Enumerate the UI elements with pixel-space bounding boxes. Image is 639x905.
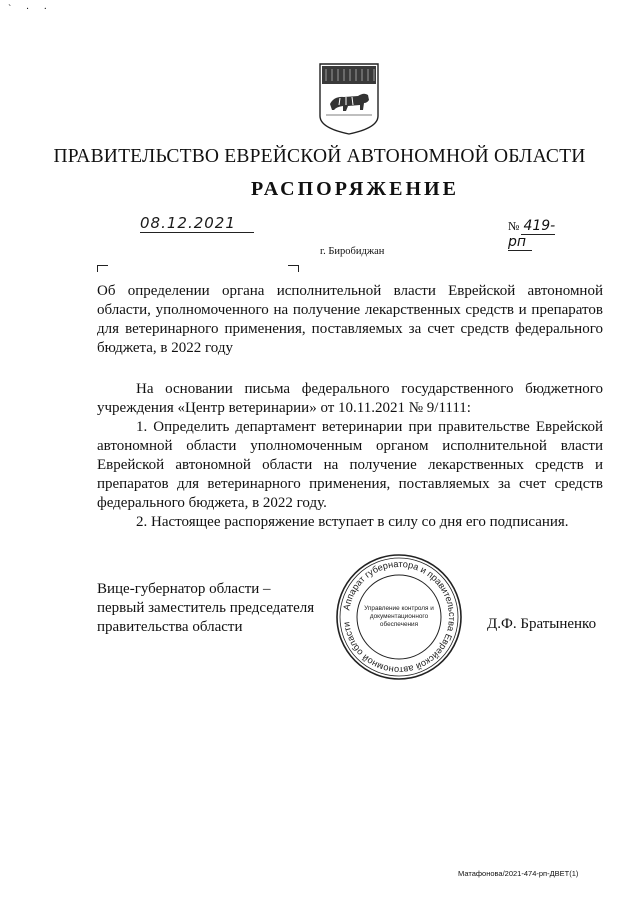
government-name: ПРАВИТЕЛЬСТВО ЕВРЕЙСКОЙ АВТОНОМНОЙ ОБЛАСТИ — [53, 146, 586, 167]
stamp-outer-text: Аппарат губернатора и правительства Еврейской автономной области — [341, 558, 458, 676]
body-paragraph: На основании письма федерального государственного бюджетного учреждения «Центр ветеринарии» от 10.11.2021 № 9/1111: — [97, 381, 603, 416]
signer-position-line: правительства области — [97, 619, 243, 635]
body-paragraph: 1. Определить департамент ветеринарии при правительстве Еврейской автономной области уполномоченным органом исполнительной власти Еврейской автономной области на получение лекарственных средств и препаратов для ветеринарного применения, поставляемых за счет средств федерального бюджета, в 2022 году. — [97, 419, 603, 511]
subject-corner-left — [97, 265, 108, 272]
document-number — [508, 218, 578, 250]
stamp-inner-line: документационного — [369, 613, 429, 620]
body-paragraph: 2. Настоящее распоряжение вступает в силу со дня его подписания. — [136, 514, 569, 530]
signer-position — [97, 580, 347, 637]
stamp-inner-line: Управление контроля и — [364, 605, 434, 612]
coat-of-arms-icon — [318, 62, 380, 136]
subject-corner-right — [288, 265, 299, 272]
city-label: г. Биробиджан — [320, 246, 385, 257]
document-date: 08.12.2021 — [140, 214, 254, 233]
footer-code: Матафонова/2021-474-рп-ДВЕТ(1) — [458, 869, 579, 878]
document-subject: Об определении органа исполнительной власти Еврейской автономной области, уполномоченного на получение лекарственных средств и препаратов для ветеринарного применения, поставляемых за счет средств федерального бюджета, в 2022 году — [97, 283, 603, 356]
number-value: 419-рп — [508, 218, 556, 250]
document-type-title: РАСПОРЯЖЕНИЕ — [251, 178, 459, 200]
scan-marks: ` · · — [8, 4, 53, 15]
document-body — [97, 380, 603, 532]
number-prefix: № — [508, 219, 520, 233]
official-stamp — [335, 553, 463, 681]
stamp-inner-line: обеспечения — [379, 621, 419, 628]
signer-name: Д.Ф. Братыненко — [487, 616, 597, 632]
signer-position-line: Вице-губернатор области – — [97, 581, 271, 597]
signer-position-line: первый заместитель председателя — [97, 600, 315, 616]
